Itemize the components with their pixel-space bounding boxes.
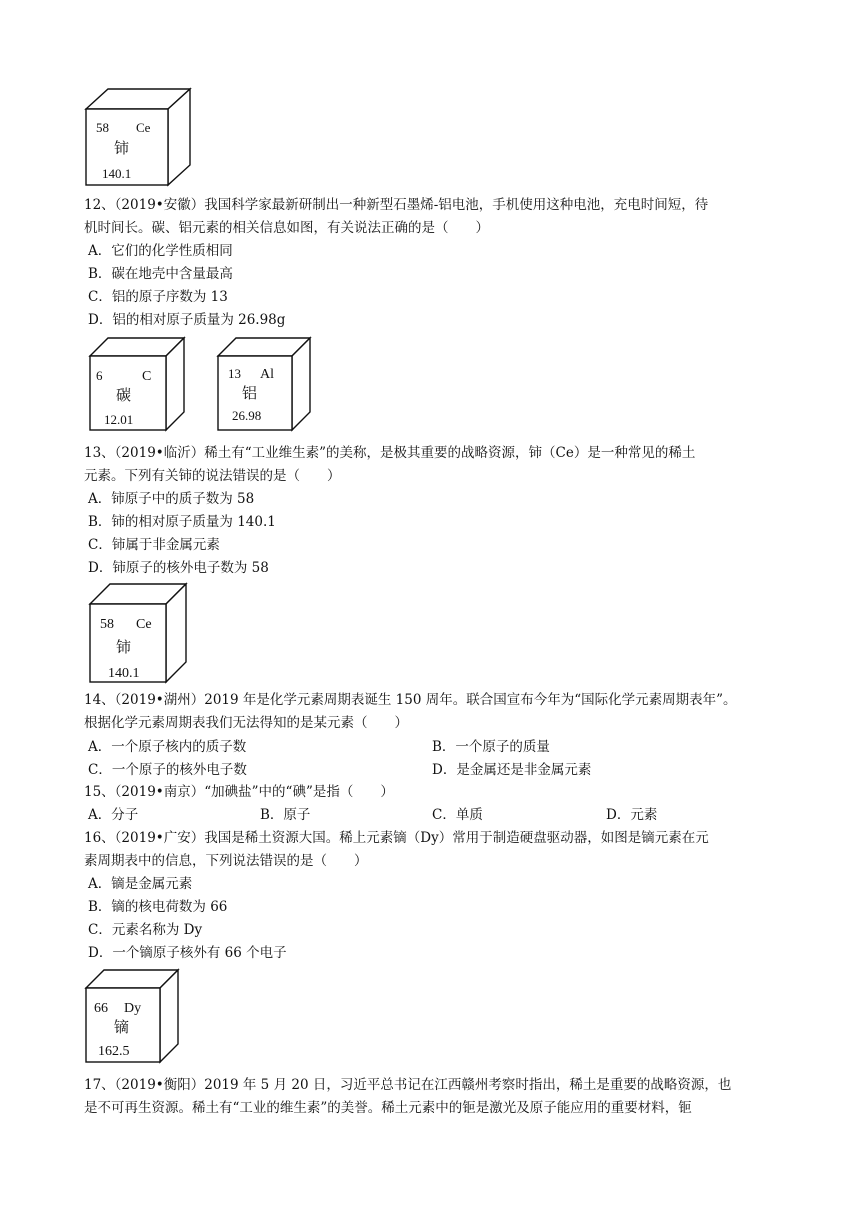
q14-stem-line1: 14、（2019•湖州）2019 年是化学元素周期表诞生 150 周年。联合国宣布今年为“国际化学元素周期表年”。 <box>84 692 737 708</box>
q16-option-b: B．镝的核电荷数为 66 <box>88 899 228 915</box>
q12-stem-line1: 12、（2019•安徽）我国科学家最新研制出一种新型石墨烯-铝电池，手机使用这种电池，充电时间短，待 <box>84 197 709 213</box>
cube-atomic-number: 58 <box>100 617 114 632</box>
cube-atomic-mass: 12.01 <box>104 412 134 427</box>
cube-element-name: 铝 <box>242 386 258 402</box>
cube-element-name: 铈 <box>116 640 132 656</box>
cube-symbol: Ce <box>136 617 152 632</box>
cube-atomic-mass: 162.5 <box>98 1044 130 1059</box>
q13-option-d: D．铈原子的核外电子数为 58 <box>88 560 269 576</box>
q14-option-b: B．一个原子的质量 <box>432 739 550 755</box>
q17-stem-line2: 是不可再生资源。稀土有“工业的维生素”的美誉。稀土元素中的钷是激光及原子能应用的重要材料，钷 <box>84 1100 692 1116</box>
cube-atomic-number: 66 <box>94 1001 108 1016</box>
element-cube-ce <box>88 582 190 684</box>
cube-element-name: 铈 <box>114 141 130 157</box>
cube-symbol: Al <box>260 367 274 382</box>
q14-option-c: C．一个原子的核外电子数 <box>88 762 247 778</box>
element-cube-ce-top <box>84 87 194 187</box>
cube-atomic-number: 13 <box>228 366 241 381</box>
q14-option-a: A．一个原子核内的质子数 <box>88 739 247 755</box>
cube-symbol: Dy <box>124 1001 142 1016</box>
cube-atomic-number: 6 <box>96 368 103 383</box>
cube-atomic-mass: 140.1 <box>108 666 140 681</box>
q13-option-b: B．铈的相对原子质量为 140.1 <box>88 514 276 530</box>
cube-element-name: 碳 <box>116 388 132 404</box>
q12-option-d: D．铝的相对原子质量为 26.98g <box>88 312 286 328</box>
q14-stem-line2: 根据化学元素周期表我们无法得知的是某元素（ ） <box>84 715 408 731</box>
q12-stem-line2: 机时间长。碳、铝元素的相关信息如图，有关说法正确的是（ ） <box>84 220 489 236</box>
cube-atomic-mass: 26.98 <box>232 408 262 423</box>
q12-option-a: A．它们的化学性质相同 <box>88 243 233 259</box>
q12-option-c: C．铝的原子序数为 13 <box>88 289 228 305</box>
q16-stem-line2: 素周期表中的信息，下列说法错误的是（ ） <box>84 853 368 869</box>
cube-element-name: 镝 <box>114 1020 130 1036</box>
element-cube-dy <box>84 968 184 1066</box>
q15-option-b: B．原子 <box>260 807 311 823</box>
q16-option-a: A．镝是金属元素 <box>88 876 193 892</box>
q15-option-d: D．元素 <box>606 807 658 823</box>
cube-symbol: Ce <box>136 120 151 135</box>
q16-stem-line1: 16、（2019•广安）我国是稀土资源大国。稀上元素镝（Dy）常用于制造硬盘驱动器，如图是镝元素在元 <box>84 830 709 846</box>
cube-atomic-number: 58 <box>96 120 109 135</box>
q13-stem-line2: 元素。下列有关铈的说法错误的是（ ） <box>84 468 341 484</box>
q12-option-b: B．碳在地壳中含量最高 <box>88 266 233 282</box>
q13-stem-line1: 13、（2019•临沂）稀土有“工业维生素”的美称，是极其重要的战略资源，铈（Ce）是一种常见的稀土 <box>84 445 696 461</box>
q17-stem-line1: 17、（2019•衡阳）2019 年 5 月 20 日，习近平总书记在江西赣州考察时指出，稀土是重要的战略资源，也 <box>84 1077 732 1093</box>
q13-option-a: A．铈原子中的质子数为 58 <box>88 491 255 507</box>
q15-stem: 15、（2019•南京）“加碘盐”中的“碘”是指（ ） <box>84 784 394 800</box>
q14-option-d: D．是金属还是非金属元素 <box>432 762 592 778</box>
q13-option-c: C．铈属于非金属元素 <box>88 537 220 553</box>
q16-option-c: C．元素名称为 Dy <box>88 922 203 938</box>
q16-option-d: D．一个镝原子核外有 66 个电子 <box>88 945 287 961</box>
element-cube-al <box>216 336 316 432</box>
cube-atomic-mass: 140.1 <box>102 166 132 181</box>
q15-option-c: C．单质 <box>432 807 483 823</box>
cube-symbol: C <box>142 369 152 384</box>
element-cube-c <box>88 336 188 432</box>
q15-option-a: A．分子 <box>88 807 139 823</box>
